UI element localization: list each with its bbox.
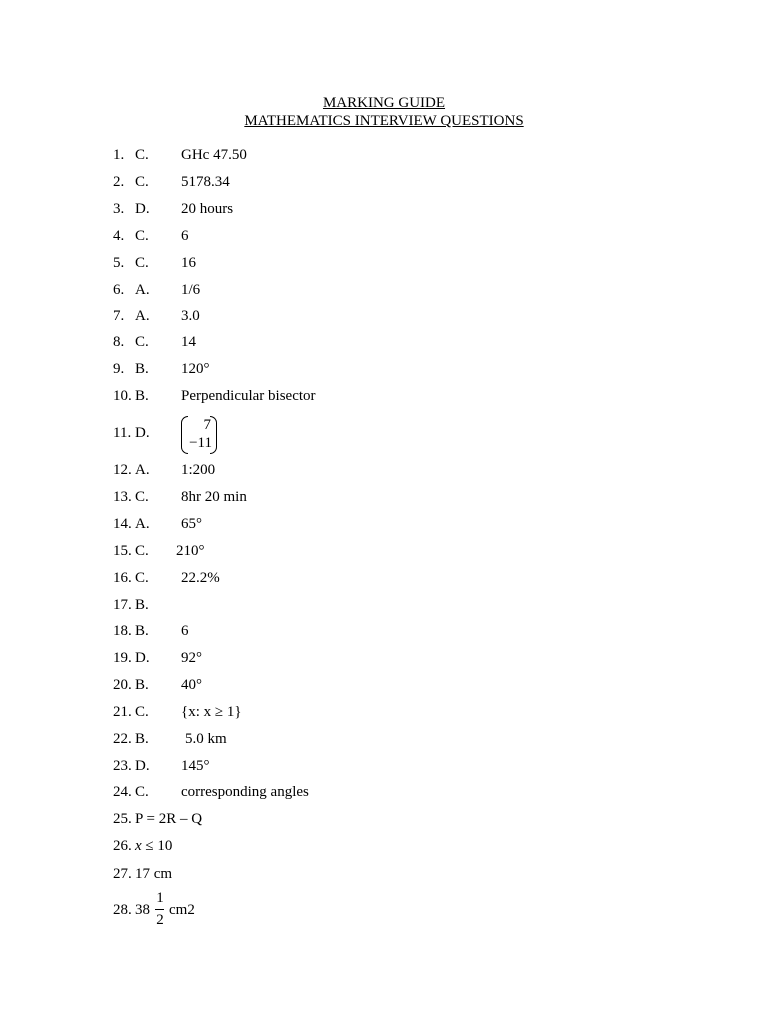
answer-value: 8hr 20 min [181,489,247,505]
answer-option: B. [135,597,149,613]
answer-option: D. [135,425,150,441]
answer-value: 1:200 [181,462,216,478]
question-number: 22. [113,731,132,747]
answer-value: 145° [181,758,210,774]
answer-expression [135,836,172,856]
answer-option: B. [135,731,149,747]
question-number: 10. [113,388,132,404]
question-number: 25. [113,811,132,827]
right-parenthesis [210,416,217,454]
fraction [154,889,166,931]
answer-option: A. [135,282,150,298]
question-number: 6. [113,282,125,298]
answer-option: D. [135,758,150,774]
answer-expression: P = 2R – Q [135,811,203,827]
answer-value: 14 [181,334,196,350]
question-number: 9. [113,361,125,377]
answer-value: 22.2% [181,570,220,586]
answer-option: B. [135,623,149,639]
question-number: 11. [113,425,132,441]
inequality-text: ≤ 10 [145,838,173,854]
question-number: 26. [113,838,132,854]
answer-value: 5.0 km [185,731,227,747]
answer-option: C. [135,543,149,559]
answer-option: B. [135,388,149,404]
answer-option: A. [135,462,150,478]
unit-label: cm2 [169,902,195,918]
question-number: 27. [113,866,132,882]
answer-value: 1/6 [181,282,201,298]
answer-value: 3.0 [181,308,200,324]
question-number: 8. [113,334,125,350]
answer-option: B. [135,677,149,693]
answer-value: 120° [181,361,210,377]
question-number: 17. [113,597,132,613]
question-number: 23. [113,758,132,774]
question-number: 14. [113,516,132,532]
question-number: 5. [113,255,125,271]
question-number: 21. [113,704,132,720]
answer-option: C. [135,174,149,190]
answer-option: C. [135,784,149,800]
fraction-bar [155,909,164,910]
answer-value: 16 [181,255,196,271]
document-title: MARKING GUIDE [322,95,446,111]
answer-value: Perpendicular bisector [181,388,316,404]
answer-option: D. [135,650,150,666]
question-number: 1. [113,147,125,163]
vector-top-entry: 7 [203,417,211,433]
answer-value: 210° [176,543,205,559]
question-number: 12. [113,462,132,478]
answer-option: A. [135,308,150,324]
question-number: 2. [113,174,125,190]
question-number: 16. [113,570,132,586]
question-number: 15. [113,543,132,559]
answer-option: D. [135,201,150,217]
question-number: 28. [113,902,132,918]
answer-option: C. [135,334,149,350]
answer-value: {x: x ≥ 1} [181,704,242,720]
answer-option: C. [135,570,149,586]
answer-expression: 17 cm [135,866,173,882]
question-number: 18. [113,623,132,639]
vector-bottom-entry: −11 [189,435,212,451]
answer-value: 20 hours [181,201,234,217]
mixed-number-whole: 38 [135,902,150,918]
answer-option: C. [135,255,149,271]
question-number: 3. [113,201,125,217]
variable-x: x [135,838,142,854]
answer-value: GHc 47.50 [181,147,247,163]
answer-option: A. [135,516,150,532]
question-number: 19. [113,650,132,666]
answer-value: 92° [181,650,202,666]
question-number: 24. [113,784,132,800]
question-number: 20. [113,677,132,693]
answer-value: 6 [181,228,189,244]
answer-option: B. [135,361,149,377]
answer-option: C. [135,489,149,505]
answer-value: 5178.34 [181,174,230,190]
question-number: 4. [113,228,125,244]
answer-value: 40° [181,677,202,693]
answer-value: 65° [181,516,202,532]
document-subtitle: MATHEMATICS INTERVIEW QUESTIONS [244,113,524,129]
fraction-numerator: 1 [156,890,164,906]
answer-value: 6 [181,623,189,639]
answer-option: C. [135,147,149,163]
column-vector [181,416,219,454]
fraction-denominator: 2 [156,912,164,928]
answer-value: corresponding angles [181,784,309,800]
question-number: 13. [113,489,132,505]
answer-option: C. [135,704,149,720]
answer-option: C. [135,228,149,244]
question-number: 7. [113,308,125,324]
